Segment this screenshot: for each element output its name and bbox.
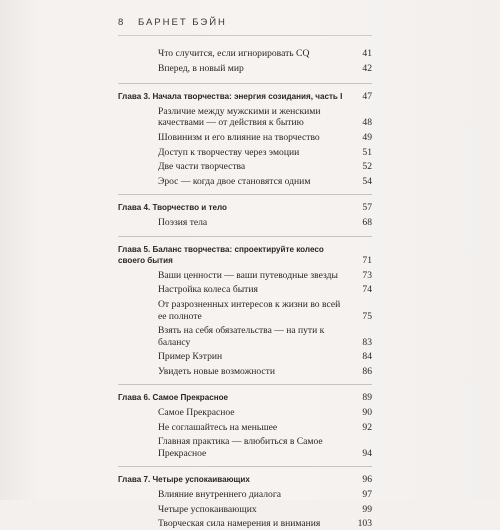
toc-entry[interactable] (118, 299, 372, 322)
toc-entry-title: Влияние внутреннего диалога (158, 489, 282, 501)
chapter-page: 47 (362, 91, 372, 103)
toc-entry[interactable] (118, 518, 372, 530)
toc-entry[interactable] (118, 366, 372, 378)
page-number: 8 (118, 17, 124, 28)
toc-entry[interactable] (118, 63, 372, 75)
toc-entry-page: 49 (362, 131, 372, 143)
toc-entry[interactable] (118, 217, 372, 229)
toc-entry[interactable] (118, 351, 372, 363)
toc-entry-page: 68 (362, 216, 372, 228)
chapter-page: 96 (362, 474, 372, 486)
toc-entry[interactable] (118, 325, 372, 348)
toc-entry-title: Увидеть новые возможности (158, 365, 275, 377)
toc-entry-page: 42 (362, 62, 372, 74)
table-of-contents (118, 48, 372, 530)
toc-entry[interactable] (118, 132, 372, 144)
toc-entry-title: Пример Кэтрин (158, 351, 223, 363)
toc-entry-title: Четыре успокаивающих (158, 503, 257, 515)
toc-entry[interactable] (118, 176, 372, 188)
chapter-title: Глава 3. Начала творчества: энергия созидания, часть I (118, 92, 343, 102)
toc-chapter-7[interactable] (118, 474, 372, 486)
toc-entry[interactable] (118, 489, 372, 501)
author-name: БАРНЕТ БЭЙН (137, 17, 227, 28)
header-divider (118, 35, 372, 36)
chapter-page: 71 (362, 255, 372, 267)
toc-entry-page: 73 (362, 269, 372, 281)
toc-entry-title: Вперед, в новый мир (158, 62, 244, 74)
toc-chapter-4[interactable] (118, 202, 372, 214)
chapter-page: 89 (362, 392, 372, 404)
toc-entry[interactable] (118, 161, 372, 173)
chapter-title: Глава 7. Четыре успокаивающих (118, 475, 250, 485)
toc-entry-title: Что случится, если игнорировать CQ (158, 48, 310, 59)
toc-entry[interactable] (118, 422, 372, 434)
toc-entry-title: Взять на себя обязательства — на пути к балансу (158, 325, 325, 348)
toc-entry-page: 97 (362, 489, 372, 501)
toc-entry-page: 41 (362, 48, 372, 59)
toc-chapter-3[interactable] (118, 91, 372, 103)
toc-entry-page: 51 (362, 146, 372, 158)
toc-entry-page: 48 (362, 117, 372, 129)
toc-entry-page: 99 (362, 503, 372, 515)
toc-entry-title: Настройка колеса бытия (158, 284, 258, 296)
toc-entry-title: Доступ к творчеству через эмоции (158, 146, 300, 158)
toc-chapter-5[interactable] (118, 244, 372, 267)
chapter-title: Глава 5. Баланс творчества: спроектируйте колесо своего бытия (118, 244, 324, 266)
toc-entry-page: 74 (362, 284, 372, 296)
toc-entry-title: Главная практика — влюбиться в Самое Прекрасное (158, 436, 323, 459)
toc-entry-title: Шовинизм и его влияние на творчество (158, 131, 320, 143)
chapter-page: 57 (362, 202, 372, 214)
toc-entry-title: Самое Прекрасное (158, 407, 235, 419)
toc-entry-title: Творческая сила намерения и внимания (158, 518, 321, 530)
toc-entry[interactable] (118, 147, 372, 159)
toc-entry-title: Ваши ценности — ваши путеводные звезды (158, 269, 338, 281)
toc-entry-title: От разрозненных интересов к жизни во всей ее полноте (158, 298, 341, 322)
toc-entry[interactable] (118, 407, 372, 419)
toc-entry-page: 94 (362, 447, 372, 459)
toc-entry[interactable] (118, 270, 372, 282)
chapter-title: Глава 6. Самое Прекрасное (118, 393, 229, 403)
toc-chapter-6[interactable] (118, 392, 372, 404)
toc-entry-title: Поэзия тела (158, 216, 208, 228)
running-head (118, 17, 227, 28)
toc-entry[interactable] (118, 106, 372, 129)
toc-entry[interactable] (118, 284, 372, 296)
toc-entry[interactable] (118, 48, 372, 60)
toc-entry-page: 54 (362, 175, 372, 187)
toc-entry-page: 75 (362, 310, 372, 322)
toc-entry-title: Две части творчества (158, 161, 246, 173)
toc-entry-page: 86 (362, 365, 372, 377)
toc-entry-title: Не соглашайтесь на меньшее (158, 421, 278, 433)
toc-entry-page: 84 (362, 351, 372, 363)
toc-entry[interactable] (118, 504, 372, 516)
toc-entry-page: 90 (362, 407, 372, 419)
toc-entry-title: Различие между мужскими и женскими качествами — от действия к бытию (158, 105, 321, 129)
toc-entry-page: 92 (362, 421, 372, 433)
toc-entry-page: 52 (362, 161, 372, 173)
toc-entry-page: 103 (357, 518, 372, 530)
toc-entry[interactable] (118, 436, 372, 459)
toc-entry-title: Эрос — когда двое становятся одним (158, 175, 311, 187)
toc-entry-page: 83 (362, 336, 372, 348)
chapter-title: Глава 4. Творчество и тело (118, 203, 227, 213)
